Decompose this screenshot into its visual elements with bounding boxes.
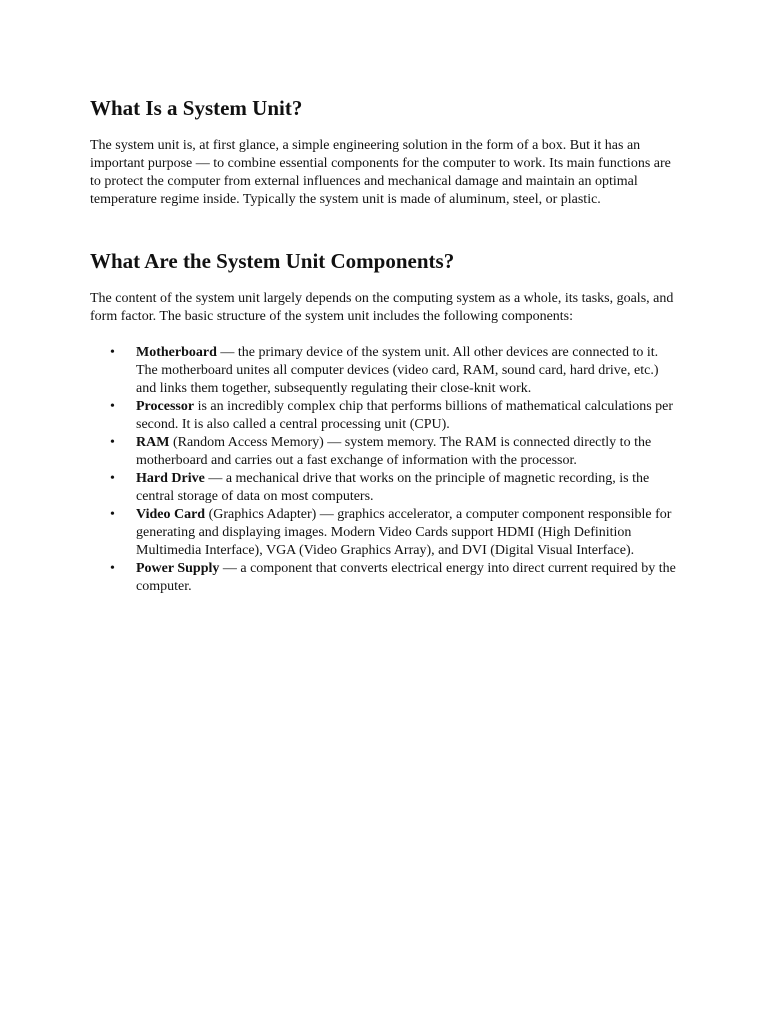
item-term: Power Supply [136, 561, 220, 576]
item-term: Video Card [136, 507, 206, 522]
item-term: Hard Drive [136, 471, 205, 486]
section-heading-system-unit: What Is a System Unit? [90, 96, 303, 120]
item-text: — a component that converts electrical energy into direct current required by the computer. [136, 561, 676, 594]
bullet-icon: • [110, 399, 115, 414]
list-item-hard-drive [90, 470, 682, 506]
list-item-power-supply [90, 560, 682, 596]
item-text: is an incredibly complex chip that performs billions of mathematical calculations per second. It is also called a central processing unit (CPU). [136, 399, 674, 432]
item-text: (Random Access Memory) — system memory. The RAM is connected directly to the motherboard and carries out a fast exchange of information with the processor. [136, 435, 652, 468]
list-item-motherboard [90, 344, 682, 398]
item-term: Motherboard [136, 345, 217, 360]
item-term: Processor [136, 399, 195, 414]
bullet-icon: • [110, 507, 115, 522]
bullet-icon: • [110, 345, 115, 360]
list-item-ram [90, 434, 682, 470]
section-paragraph-components: The content of the system unit largely depends on the computing system as a whole, its tasks, goals, and form factor. The basic structure of the system unit includes the following components: [90, 291, 674, 324]
bullet-icon: • [110, 471, 115, 486]
section-heading-components: What Are the System Unit Components? [90, 249, 455, 273]
bullet-icon: • [110, 435, 115, 450]
item-term: RAM [136, 435, 170, 450]
item-text: — the primary device of the system unit. All other devices are connected to it. The motherboard unites all computer devices (video card, RAM, sound card, hard drive, etc.) and links them together, subsequently regulating their close-knit work. [136, 345, 659, 396]
bullet-icon: • [110, 561, 115, 576]
section-paragraph-system-unit: The system unit is, at first glance, a simple engineering solution in the form of a box. But it has an important purpose — to combine essential components for the computer to work. Its main functions are to protect the computer from external influences and mechanical damage and maintain an optimal temperature regime inside. Typically the system unit is made of aluminum, steel, or plastic. [90, 138, 671, 207]
item-text: (Graphics Adapter) — graphics accelerator, a computer component responsible for generating and displaying images. Modern Video Cards support HDMI (High Definition Multimedia Interface), VGA (Video Graphics Array), and DVI (Digital Visual Interface). [136, 507, 672, 558]
item-text: — a mechanical drive that works on the principle of magnetic recording, is the central storage of data on most computers. [136, 471, 650, 504]
components-list [90, 344, 682, 596]
list-item-video-card [90, 506, 682, 560]
list-item-processor [90, 398, 682, 434]
